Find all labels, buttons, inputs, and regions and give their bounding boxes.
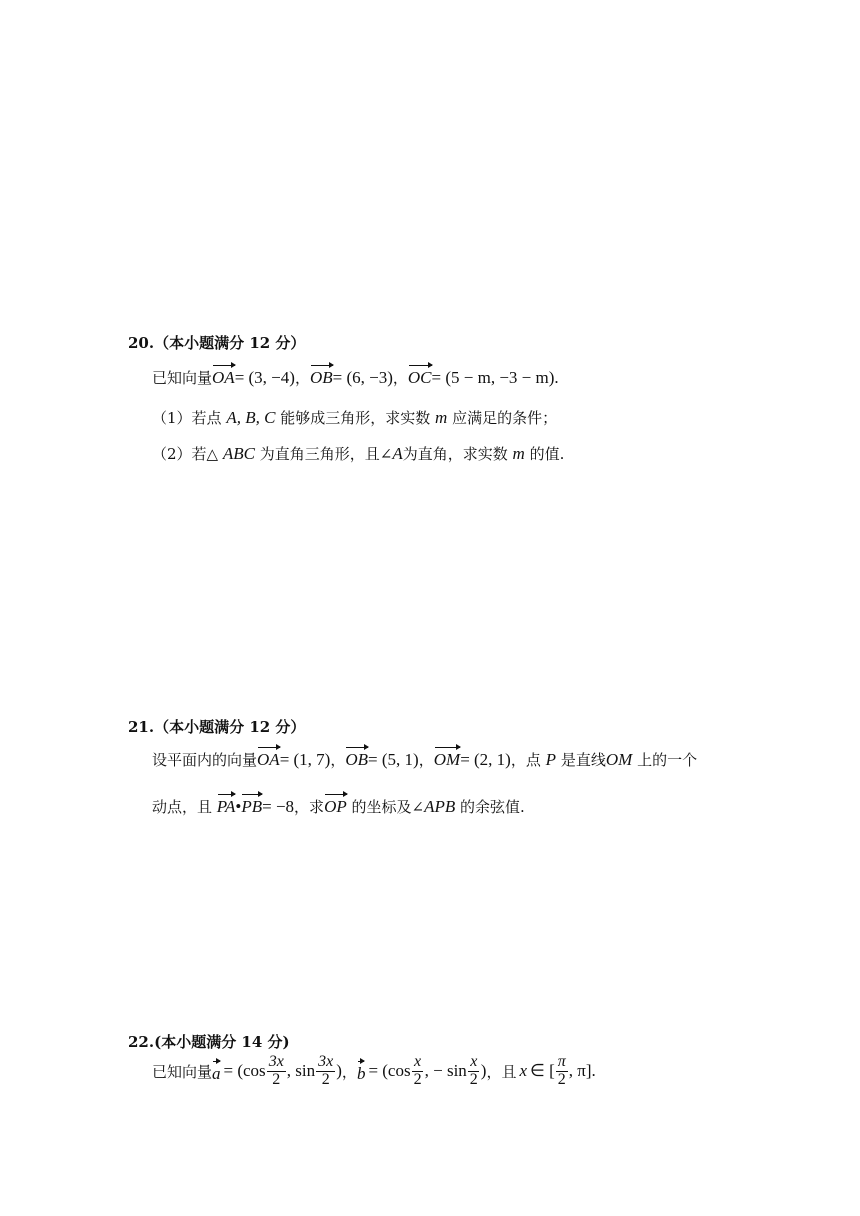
value-oa: = (3, −4): [234, 368, 295, 387]
part-text: 为直角，求实数: [402, 445, 508, 463]
vector-oa: OA: [212, 362, 235, 388]
stem-text: 已知向量: [152, 1062, 213, 1081]
math-var: A: [392, 444, 403, 463]
dot-product: •: [235, 797, 242, 816]
math-var: P: [545, 750, 557, 769]
part-text: 的值.: [529, 445, 565, 463]
question-21-header: [128, 716, 305, 737]
math-var: m: [435, 408, 448, 427]
stem-text: 的余弦值.: [460, 798, 525, 816]
question-22-stem: [152, 1054, 596, 1089]
math-text: = (cos: [368, 1061, 411, 1081]
question-20-part-1: [152, 407, 557, 428]
stem-text: ，求: [294, 798, 325, 816]
stem-text: 动点，且: [152, 798, 213, 816]
question-20-stem: [152, 362, 559, 388]
separator: ，: [330, 751, 346, 769]
value-ob: = (6, −3): [332, 368, 393, 387]
question-number: 20.: [128, 334, 155, 352]
math-text: ): [480, 1061, 487, 1081]
stem-text: 的坐标及∠: [351, 798, 425, 816]
fraction-numerator: x: [414, 1053, 422, 1070]
vector-b: b: [357, 1058, 366, 1084]
fraction-numerator: π: [557, 1053, 566, 1070]
stem-text: 设平面内的向量: [152, 751, 258, 769]
fraction: [412, 1054, 424, 1089]
stem-text: 已知向量: [152, 369, 213, 387]
math-angle: APB: [424, 797, 456, 816]
question-score: （本小题满分 12 分）: [154, 334, 306, 352]
fraction: [316, 1054, 335, 1089]
math-text: , − sin: [424, 1061, 467, 1081]
period: .: [554, 368, 559, 387]
stem-text: 上的一个: [637, 751, 698, 769]
question-21-line-2: [152, 791, 525, 817]
fraction-numerator: 3x: [318, 1053, 334, 1070]
fraction: [267, 1054, 286, 1089]
fraction: [556, 1054, 568, 1089]
math-text: , π].: [568, 1061, 596, 1081]
math-text: = (cos: [223, 1061, 266, 1081]
fraction-denominator: 2: [469, 1070, 478, 1088]
question-20-part-2: [152, 443, 564, 464]
fraction-denominator: 2: [413, 1070, 422, 1088]
value-oa: = (1, 7): [279, 750, 331, 769]
question-score: (本小题满分 14 分): [154, 1033, 290, 1051]
separator: ，: [294, 369, 310, 387]
part-label: （2）若△: [152, 445, 219, 463]
value-ob: = (5, 1): [368, 750, 419, 769]
math-var: m: [512, 444, 525, 463]
fraction-numerator: 3x: [268, 1053, 284, 1070]
part-text: 能够成三角形，求实数: [280, 409, 431, 427]
vector-om: OM: [434, 744, 460, 770]
fraction: [468, 1054, 480, 1089]
separator: ，: [341, 1062, 357, 1081]
math-var: x: [519, 1061, 528, 1081]
question-number: 22.: [128, 1033, 155, 1051]
value-om: = (2, 1): [460, 750, 511, 769]
math-points: A, B, C: [226, 408, 276, 427]
fraction-denominator: 2: [272, 1070, 281, 1088]
value-oc: = (5 − m, −3 − m): [431, 368, 555, 387]
question-20-header: [128, 332, 305, 353]
part-text: 应满足的条件；: [452, 409, 558, 427]
stem-text: 是直线: [560, 751, 606, 769]
vector-oa: OA: [257, 744, 280, 770]
question-21-line-1: [152, 744, 697, 770]
math-triangle: ABC: [222, 444, 255, 463]
vector-a: a: [212, 1058, 221, 1084]
math-text: ∈ [: [530, 1061, 555, 1081]
stem-text: ，点: [510, 751, 541, 769]
question-number: 21.: [128, 718, 155, 736]
fraction-denominator: 2: [321, 1070, 330, 1088]
part-text: 为直角三角形，且∠: [259, 445, 393, 463]
stem-text: ，且: [486, 1062, 517, 1081]
vector-ob: OB: [345, 744, 368, 770]
math-text: ): [336, 1061, 342, 1081]
math-var: OM: [605, 750, 633, 769]
separator: ，: [418, 751, 434, 769]
question-22-header: [128, 1031, 290, 1052]
vector-pa: PA: [217, 791, 236, 817]
fraction-numerator: x: [470, 1053, 478, 1070]
question-score: （本小题满分 12 分）: [154, 718, 306, 736]
fraction-denominator: 2: [557, 1070, 566, 1088]
vector-oc: OC: [408, 362, 432, 388]
vector-op: OP: [324, 791, 347, 817]
value-product: = −8: [262, 797, 295, 816]
part-label: （1）若点: [152, 409, 222, 427]
math-text: , sin: [286, 1061, 316, 1081]
vector-pb: PB: [241, 791, 262, 817]
separator: ，: [392, 369, 408, 387]
vector-ob: OB: [310, 362, 333, 388]
